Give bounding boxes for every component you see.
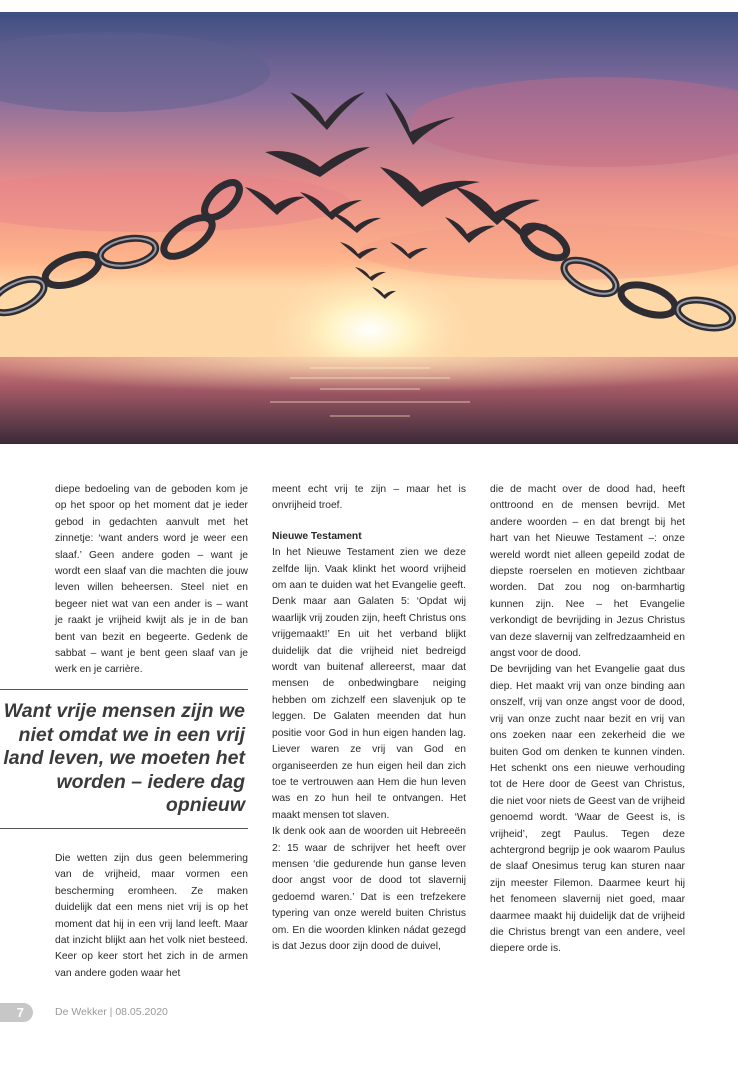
paragraph: meent echt vrij te zijn – maar het is onvrijheid troef. bbox=[272, 484, 466, 512]
hero-image bbox=[0, 12, 738, 444]
page-number: 7 bbox=[0, 1003, 33, 1022]
paragraph: diepe bedoeling van de geboden kom je op het spoor op het moment dat je ieder gebod in gedachten aanvult met het zinnetje: ‘want anders word je weer een slaaf.’ Geen andere goden – want je wordt een slaaf van die machten die jouw leven willen beheersen. Steel niet en begeer niet wat van een ander is – want je raakt je vrijheid kwijt als je in de ban bent van bezit en begeerte. Gedenk de sabbat – want je bent geen slaaf van je werk en je carrière. bbox=[55, 484, 248, 676]
paragraph: De bevrijding van het Evangelie gaat dus diep. Het maakt vrij van onze binding aan onszelf, vrij van onze angst voor de dood, vrij van onze zucht naar bezit en vrij van ons zoeken naar een zekerheid die we buiten God om denken te kunnen vinden. Het schenkt ons een nieuwe verhouding tot de Here door de Geest van Christus, die niet voor niets de Geest van de vrijheid genoemd wordt. ‘Waar de Geest is, is vrijheid’, zegt Paulus. Tegen deze achtergrond begrijp je ook waarom Paulus de slaaf Onesimus terug kan sturen naar zijn meester Filemon. Daarmee keurt hij het fenomeen slavernij niet goed, maar daarmee maakt hij duidelijk dat de vrijheid die Christus brengt van een andere, veel diepere orde is. bbox=[490, 664, 685, 955]
footer-info bbox=[55, 1006, 168, 1018]
paragraph: In het Nieuwe Testament zien we deze zelfde lijn. Vaak klinkt het woord vrijheid om aan te duiden wat het Evangelie geeft. Denk maar aan Galaten 5: ‘Opdat wij waarlijk vrij zouden zijn, heeft Christus ons vrijgemaakt!’ En uit het verband blijkt duidelijk dat die vrijheid niet bedreigd wordt van buitenaf allereerst, maar dat mensen de onbedwingbare neiging hebben om zichzelf een slavenjuk op te leggen. De Galaten meenden dat hun positie voor God in hun eigen handen lag. Liever waren ze vrij van God en organiseerden ze hun eigen heil dan zich toe te vertrouwen aan Hem die hun leven was en zo hun heil te ontvangen. Het maakt mensen tot slaven. bbox=[272, 547, 467, 821]
footer-separator: | bbox=[109, 1006, 113, 1018]
column-1-top bbox=[55, 482, 248, 679]
paragraph: Die wetten zijn dus geen belemmering van de vrijheid, maar vormen een bescherming eromheen. Ze maken duidelijk dat een mens niet vrij is op het moment dat hij in een vrij land leeft. Maar dat inzicht blijkt aan het volk niet besteed. Keer op keer stort het zich in de armen van andere goden waar het bbox=[55, 853, 248, 979]
publication-name: De Wekker bbox=[55, 1006, 107, 1018]
column-1-bottom bbox=[55, 851, 248, 982]
pull-quote-text: Want vrije mensen zijn we niet omdat we in een vrij land leven, we moeten het worden – iedere dag opnieuw bbox=[3, 700, 245, 817]
pull-quote bbox=[0, 689, 248, 829]
paragraph: Ik denk ook aan de woorden uit Hebreeën 2: 15 waar de schrijver het heeft over mensen ‘die gedurende hun ganse leven door angst voor de dood tot slavernij gedoemd waren.’ Dat is een trefzekere typering van onze wereld buiten Christus om. En die woorden klinken nádat gezegd is dat Jezus door zijn dood de duivel, bbox=[272, 826, 466, 952]
column-2 bbox=[272, 482, 466, 955]
issue-date: 08.05.2020 bbox=[115, 1006, 168, 1018]
sunset-chains-birds-illustration bbox=[0, 12, 738, 444]
section-heading: Nieuwe Testament bbox=[272, 530, 362, 542]
page-footer bbox=[0, 1003, 300, 1023]
paragraph: die de macht over de dood had, heeft onttroond en de mensen bevrijd. Met andere woorden – en dat brengt bij het hart van het Nieuwe Testament –: onze wereld wordt niet alleen gepeild zodat de diepste roerselen en motieven zichtbaar worden. Dat zou nog on-barmhartig kunnen zijn. Nee – het Evangelie verkondigt de bevrijding in Jezus Christus van deze slavernij van zelfredzaamheid en angst voor de dood. bbox=[490, 484, 685, 660]
column-3 bbox=[490, 482, 685, 958]
